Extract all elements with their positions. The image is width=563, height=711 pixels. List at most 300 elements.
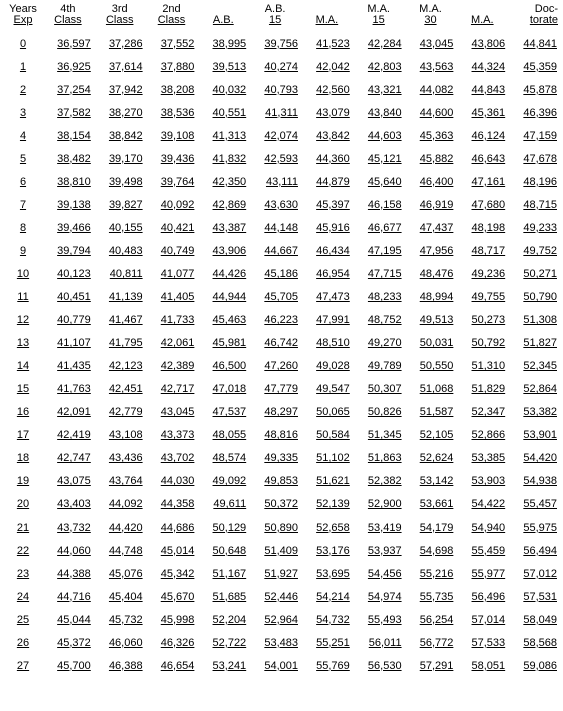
column-header xyxy=(42,4,94,32)
years-exp-cell: 10 xyxy=(16,267,30,280)
salary-cell: 50,372 xyxy=(264,498,298,511)
salary-table xyxy=(4,4,560,677)
salary-cell: 53,937 xyxy=(367,544,402,557)
table-row xyxy=(4,78,560,101)
salary-cell: 48,715 xyxy=(523,198,557,211)
salary-cell: 44,060 xyxy=(57,544,91,557)
salary-cell: 37,942 xyxy=(108,83,143,96)
salary-cell: 45,916 xyxy=(316,221,350,234)
salary-cell: 43,075 xyxy=(57,475,91,488)
column-header xyxy=(405,4,457,32)
salary-cell: 43,840 xyxy=(367,106,402,119)
salary-cell: 51,310 xyxy=(471,360,506,373)
salary-cell: 57,291 xyxy=(419,659,454,672)
salary-cell: 47,537 xyxy=(212,406,247,419)
salary-cell: 49,611 xyxy=(213,498,247,511)
salary-cell: 43,702 xyxy=(160,452,195,465)
salary-cell: 41,467 xyxy=(108,314,143,327)
salary-cell: 43,906 xyxy=(212,244,247,257)
salary-cell: 42,869 xyxy=(212,198,247,211)
salary-cell: 52,864 xyxy=(523,383,557,396)
salary-cell: 43,764 xyxy=(108,475,143,488)
salary-cell: 55,735 xyxy=(419,590,454,603)
salary-cell: 43,321 xyxy=(367,83,402,96)
salary-cell: 41,733 xyxy=(160,314,195,327)
salary-cell: 50,273 xyxy=(471,314,506,327)
salary-cell: 49,236 xyxy=(471,267,506,280)
table-row xyxy=(4,447,560,470)
salary-cell: 46,326 xyxy=(160,636,195,649)
salary-cell: 44,360 xyxy=(316,152,350,165)
salary-cell: 47,715 xyxy=(367,267,402,280)
salary-cell: 44,030 xyxy=(160,475,195,488)
salary-cell: 53,241 xyxy=(212,659,247,672)
years-exp-cell: 8 xyxy=(19,221,27,234)
salary-cell: 40,123 xyxy=(57,267,91,280)
salary-cell: 37,582 xyxy=(57,106,91,119)
salary-cell: 42,747 xyxy=(57,452,91,465)
salary-cell: 41,077 xyxy=(160,267,195,280)
salary-cell: 51,621 xyxy=(316,475,350,488)
salary-cell: 49,547 xyxy=(316,383,350,396)
salary-cell: 52,722 xyxy=(212,636,247,649)
salary-cell: 38,810 xyxy=(57,175,91,188)
salary-cell: 54,422 xyxy=(471,498,506,511)
salary-cell: 47,018 xyxy=(212,383,247,396)
table-row xyxy=(4,493,560,516)
salary-cell: 40,551 xyxy=(212,106,247,119)
salary-cell: 46,434 xyxy=(316,244,350,257)
salary-cell: 43,373 xyxy=(160,429,195,442)
salary-cell: 40,032 xyxy=(212,83,247,96)
salary-cell: 54,974 xyxy=(367,590,402,603)
years-exp-cell: 0 xyxy=(19,37,27,50)
salary-cell: 40,274 xyxy=(264,60,298,73)
salary-cell: 45,732 xyxy=(108,613,143,626)
salary-cell: 52,446 xyxy=(264,590,298,603)
salary-cell: 37,880 xyxy=(160,60,195,73)
salary-cell: 47,473 xyxy=(316,291,350,304)
salary-cell: 41,763 xyxy=(57,383,91,396)
salary-cell: 48,816 xyxy=(264,429,298,442)
years-exp-cell: 4 xyxy=(19,129,27,142)
header-line-1: 4th xyxy=(60,3,76,15)
salary-schedule xyxy=(4,4,560,677)
table-row xyxy=(4,262,560,285)
salary-cell: 49,092 xyxy=(212,475,247,488)
header-line-1: A.B. xyxy=(212,14,234,26)
salary-cell: 52,658 xyxy=(316,521,350,534)
salary-cell: 48,574 xyxy=(212,452,247,465)
salary-cell: 54,732 xyxy=(316,613,350,626)
salary-cell: 46,919 xyxy=(419,198,454,211)
salary-cell: 51,827 xyxy=(523,337,557,350)
salary-cell: 54,698 xyxy=(419,544,454,557)
salary-cell: 55,251 xyxy=(316,636,350,649)
salary-cell: 42,593 xyxy=(264,152,298,165)
header-line-1: 2nd xyxy=(162,3,181,15)
salary-cell: 42,074 xyxy=(264,129,298,142)
years-exp-cell: 14 xyxy=(16,360,30,373)
years-exp-cell: 5 xyxy=(19,152,27,165)
salary-cell: 41,795 xyxy=(108,337,143,350)
salary-cell: 42,717 xyxy=(160,383,195,396)
salary-cell: 57,014 xyxy=(471,613,506,626)
table-row xyxy=(4,562,560,585)
salary-cell: 54,214 xyxy=(316,590,350,603)
salary-cell: 39,827 xyxy=(108,198,143,211)
salary-cell: 41,405 xyxy=(160,291,195,304)
years-exp-cell: 7 xyxy=(19,198,27,211)
salary-cell: 39,513 xyxy=(212,60,247,73)
salary-cell: 44,879 xyxy=(316,175,350,188)
salary-cell: 49,853 xyxy=(264,475,298,488)
header-line-2: Class xyxy=(54,14,82,26)
salary-cell: 37,286 xyxy=(108,37,143,50)
salary-cell: 47,991 xyxy=(316,314,350,327)
header-line-2: Class xyxy=(105,14,134,26)
salary-cell: 50,648 xyxy=(212,544,247,557)
salary-cell: 53,176 xyxy=(316,544,350,557)
salary-cell: 44,603 xyxy=(367,129,402,142)
salary-cell: 45,404 xyxy=(108,590,143,603)
salary-cell: 43,079 xyxy=(316,106,350,119)
salary-cell: 36,925 xyxy=(57,60,91,73)
salary-cell: 43,630 xyxy=(264,198,298,211)
salary-cell: 45,882 xyxy=(419,152,454,165)
salary-cell: 47,956 xyxy=(419,244,454,257)
years-exp-cell: 23 xyxy=(16,567,30,580)
salary-cell: 47,779 xyxy=(264,383,298,396)
column-header xyxy=(301,4,353,32)
salary-cell: 47,680 xyxy=(471,198,506,211)
salary-cell: 42,779 xyxy=(108,406,143,419)
salary-cell: 37,254 xyxy=(57,83,91,96)
table-row xyxy=(4,101,560,124)
salary-cell: 52,964 xyxy=(264,613,298,626)
years-exp-cell: 27 xyxy=(16,659,30,672)
salary-cell: 57,012 xyxy=(523,567,557,580)
salary-cell: 50,065 xyxy=(316,406,350,419)
salary-cell: 38,995 xyxy=(212,37,247,50)
salary-cell: 39,466 xyxy=(57,221,91,234)
salary-cell: 46,388 xyxy=(108,659,143,672)
years-exp-cell: 9 xyxy=(19,244,27,257)
salary-cell: 46,643 xyxy=(471,152,506,165)
years-exp-cell: 12 xyxy=(16,314,30,327)
header-line-2: Class xyxy=(157,14,186,26)
table-row xyxy=(4,401,560,424)
table-row xyxy=(4,516,560,539)
salary-cell: 52,204 xyxy=(212,613,247,626)
salary-cell: 57,531 xyxy=(523,590,557,603)
salary-cell: 53,901 xyxy=(523,429,557,442)
table-row xyxy=(4,332,560,355)
salary-cell: 44,686 xyxy=(160,521,195,534)
salary-cell: 47,161 xyxy=(471,175,506,188)
salary-cell: 46,223 xyxy=(264,314,298,327)
salary-cell: 50,129 xyxy=(212,521,247,534)
salary-cell: 45,372 xyxy=(57,636,91,649)
salary-cell: 53,419 xyxy=(367,521,402,534)
salary-cell: 44,092 xyxy=(108,498,143,511)
table-header xyxy=(4,4,560,32)
salary-cell: 41,832 xyxy=(212,152,247,165)
salary-cell: 51,409 xyxy=(264,544,298,557)
salary-cell: 45,878 xyxy=(523,83,557,96)
salary-cell: 46,677 xyxy=(367,221,402,234)
salary-cell: 42,042 xyxy=(316,60,350,73)
salary-cell: 50,792 xyxy=(471,337,506,350)
salary-cell: 51,068 xyxy=(419,383,454,396)
salary-cell: 38,482 xyxy=(57,152,91,165)
salary-cell: 53,903 xyxy=(471,475,506,488)
salary-cell: 51,863 xyxy=(367,452,402,465)
salary-cell: 36,597 xyxy=(57,37,91,50)
salary-cell: 45,342 xyxy=(160,567,195,580)
salary-cell: 51,829 xyxy=(471,383,506,396)
salary-cell: 42,389 xyxy=(160,360,195,373)
salary-cell: 42,091 xyxy=(57,406,91,419)
salary-cell: 44,420 xyxy=(108,521,143,534)
salary-cell: 56,496 xyxy=(471,590,506,603)
years-exp-cell: 1 xyxy=(19,60,27,73)
salary-cell: 53,695 xyxy=(316,567,350,580)
salary-cell: 43,403 xyxy=(57,498,91,511)
salary-cell: 55,459 xyxy=(471,544,506,557)
salary-cell: 50,307 xyxy=(367,383,402,396)
salary-cell: 48,297 xyxy=(264,406,298,419)
salary-cell: 45,361 xyxy=(471,106,506,119)
salary-cell: 41,107 xyxy=(57,337,91,350)
salary-cell: 48,717 xyxy=(471,244,506,257)
header-line-2: torate xyxy=(529,14,558,26)
salary-cell: 47,159 xyxy=(523,129,557,142)
salary-cell: 41,523 xyxy=(316,37,350,50)
salary-cell: 40,811 xyxy=(109,267,143,280)
salary-cell: 45,998 xyxy=(160,613,195,626)
salary-cell: 44,944 xyxy=(212,291,247,304)
salary-cell: 39,108 xyxy=(160,129,195,142)
salary-cell: 55,493 xyxy=(367,613,402,626)
table-row xyxy=(4,654,560,677)
salary-cell: 44,426 xyxy=(212,267,247,280)
salary-cell: 52,382 xyxy=(367,475,402,488)
table-row xyxy=(4,32,560,55)
salary-cell: 49,233 xyxy=(523,221,557,234)
years-exp-cell: 3 xyxy=(19,106,27,119)
salary-cell: 41,435 xyxy=(57,360,91,373)
years-exp-cell: 2 xyxy=(19,83,27,96)
years-exp-cell: 24 xyxy=(16,590,30,603)
salary-cell: 53,382 xyxy=(523,406,557,419)
salary-cell: 58,049 xyxy=(523,613,557,626)
salary-cell: 52,624 xyxy=(419,452,454,465)
salary-cell: 48,055 xyxy=(212,429,247,442)
table-row xyxy=(4,124,560,147)
column-header xyxy=(353,4,405,32)
salary-cell: 51,587 xyxy=(419,406,454,419)
table-row xyxy=(4,193,560,216)
salary-cell: 41,139 xyxy=(108,291,143,304)
salary-cell: 43,842 xyxy=(316,129,350,142)
salary-cell: 43,732 xyxy=(57,521,91,534)
salary-cell: 43,806 xyxy=(471,37,506,50)
salary-cell: 41,311 xyxy=(265,106,298,119)
salary-cell: 49,752 xyxy=(523,244,557,257)
salary-cell: 45,705 xyxy=(264,291,298,304)
salary-cell: 49,789 xyxy=(367,360,402,373)
salary-cell: 45,397 xyxy=(316,198,350,211)
salary-cell: 45,670 xyxy=(160,590,195,603)
years-exp-cell: 21 xyxy=(16,521,30,534)
salary-cell: 45,186 xyxy=(264,267,298,280)
salary-cell: 43,387 xyxy=(212,221,247,234)
years-exp-cell: 13 xyxy=(16,337,30,350)
salary-cell: 53,142 xyxy=(419,475,454,488)
salary-cell: 37,552 xyxy=(160,37,195,50)
salary-cell: 49,270 xyxy=(367,337,402,350)
salary-cell: 49,028 xyxy=(316,360,350,373)
salary-cell: 39,498 xyxy=(108,175,143,188)
salary-cell: 51,345 xyxy=(367,429,402,442)
years-exp-cell: 22 xyxy=(16,544,30,557)
salary-cell: 45,463 xyxy=(212,314,247,327)
salary-cell: 53,661 xyxy=(419,498,454,511)
salary-cell: 45,981 xyxy=(212,337,247,350)
salary-cell: 44,600 xyxy=(419,106,454,119)
salary-cell: 45,359 xyxy=(523,60,557,73)
salary-cell: 40,749 xyxy=(160,244,195,257)
salary-cell: 46,158 xyxy=(367,198,402,211)
header-line-1: Doc- xyxy=(534,3,558,15)
salary-cell: 56,254 xyxy=(419,613,454,626)
salary-cell: 55,457 xyxy=(523,498,557,511)
table-row xyxy=(4,216,560,239)
salary-cell: 57,533 xyxy=(471,636,506,649)
salary-cell: 53,385 xyxy=(471,452,506,465)
salary-cell: 42,284 xyxy=(367,37,402,50)
salary-cell: 51,685 xyxy=(212,590,247,603)
salary-cell: 45,700 xyxy=(57,659,91,672)
years-exp-cell: 6 xyxy=(19,175,27,188)
years-exp-cell: 20 xyxy=(16,498,30,511)
salary-cell: 54,179 xyxy=(419,521,454,534)
salary-cell: 43,436 xyxy=(108,452,143,465)
header-years-exp xyxy=(4,4,42,32)
salary-cell: 45,014 xyxy=(160,544,195,557)
salary-cell: 52,900 xyxy=(367,498,402,511)
salary-cell: 44,358 xyxy=(160,498,195,511)
salary-cell: 38,536 xyxy=(160,106,195,119)
years-exp-cell: 15 xyxy=(16,383,30,396)
salary-cell: 50,584 xyxy=(316,429,350,442)
table-row xyxy=(4,631,560,654)
salary-cell: 40,779 xyxy=(57,314,91,327)
salary-cell: 45,076 xyxy=(108,567,143,580)
salary-cell: 40,451 xyxy=(57,291,91,304)
salary-cell: 56,772 xyxy=(419,636,454,649)
header-line-1: 3rd xyxy=(111,3,128,15)
salary-cell: 45,044 xyxy=(57,613,91,626)
salary-cell: 42,560 xyxy=(316,83,350,96)
salary-cell: 43,563 xyxy=(419,60,454,73)
salary-cell: 48,196 xyxy=(523,175,557,188)
salary-cell: 44,843 xyxy=(471,83,506,96)
table-row xyxy=(4,286,560,309)
header-line-1: M.A. xyxy=(367,3,390,15)
header-line-1: M.A. xyxy=(470,14,494,26)
column-header xyxy=(456,4,508,32)
table-row xyxy=(4,378,560,401)
salary-cell: 54,001 xyxy=(264,659,298,672)
salary-cell: 56,011 xyxy=(368,636,402,649)
column-header xyxy=(197,4,249,32)
salary-cell: 48,476 xyxy=(419,267,454,280)
table-row xyxy=(4,470,560,493)
salary-cell: 51,102 xyxy=(316,452,350,465)
salary-cell: 38,270 xyxy=(108,106,143,119)
table-row xyxy=(4,539,560,562)
salary-cell: 44,324 xyxy=(471,60,506,73)
column-header xyxy=(146,4,198,32)
salary-cell: 50,890 xyxy=(264,521,298,534)
salary-cell: 40,421 xyxy=(160,221,195,234)
salary-cell: 40,483 xyxy=(108,244,143,257)
salary-cell: 52,105 xyxy=(419,429,454,442)
salary-cell: 39,138 xyxy=(57,198,91,211)
table-row xyxy=(4,170,560,193)
table-row xyxy=(4,585,560,608)
column-header xyxy=(508,4,560,32)
salary-cell: 43,045 xyxy=(160,406,195,419)
salary-cell: 42,803 xyxy=(367,60,402,73)
years-exp-cell: 17 xyxy=(16,429,30,442)
salary-cell: 54,420 xyxy=(523,452,557,465)
table-body xyxy=(4,32,560,677)
years-exp-cell: 16 xyxy=(16,406,30,419)
table-row xyxy=(4,355,560,378)
table-row xyxy=(4,309,560,332)
salary-cell: 48,752 xyxy=(367,314,402,327)
salary-cell: 58,568 xyxy=(523,636,557,649)
salary-cell: 51,927 xyxy=(264,567,298,580)
salary-cell: 53,483 xyxy=(264,636,298,649)
header-line-2: 30 xyxy=(424,14,437,26)
salary-cell: 43,108 xyxy=(108,429,143,442)
salary-cell: 38,154 xyxy=(57,129,91,142)
column-header xyxy=(94,4,146,32)
salary-cell: 50,826 xyxy=(367,406,402,419)
salary-cell: 48,233 xyxy=(367,291,402,304)
salary-cell: 43,045 xyxy=(419,37,454,50)
years-exp-cell: 26 xyxy=(16,636,30,649)
salary-cell: 44,082 xyxy=(419,83,454,96)
salary-cell: 46,400 xyxy=(419,175,454,188)
salary-cell: 44,841 xyxy=(523,37,557,50)
salary-cell: 47,437 xyxy=(419,221,454,234)
salary-cell: 52,345 xyxy=(523,360,557,373)
salary-cell: 46,060 xyxy=(108,636,143,649)
table-row xyxy=(4,55,560,78)
header-line-1: Years xyxy=(9,3,37,15)
salary-cell: 50,790 xyxy=(523,291,557,304)
salary-cell: 46,396 xyxy=(523,106,557,119)
salary-cell: 48,510 xyxy=(316,337,350,350)
salary-cell: 50,271 xyxy=(523,267,557,280)
salary-cell: 55,977 xyxy=(471,567,506,580)
salary-cell: 51,308 xyxy=(523,314,557,327)
